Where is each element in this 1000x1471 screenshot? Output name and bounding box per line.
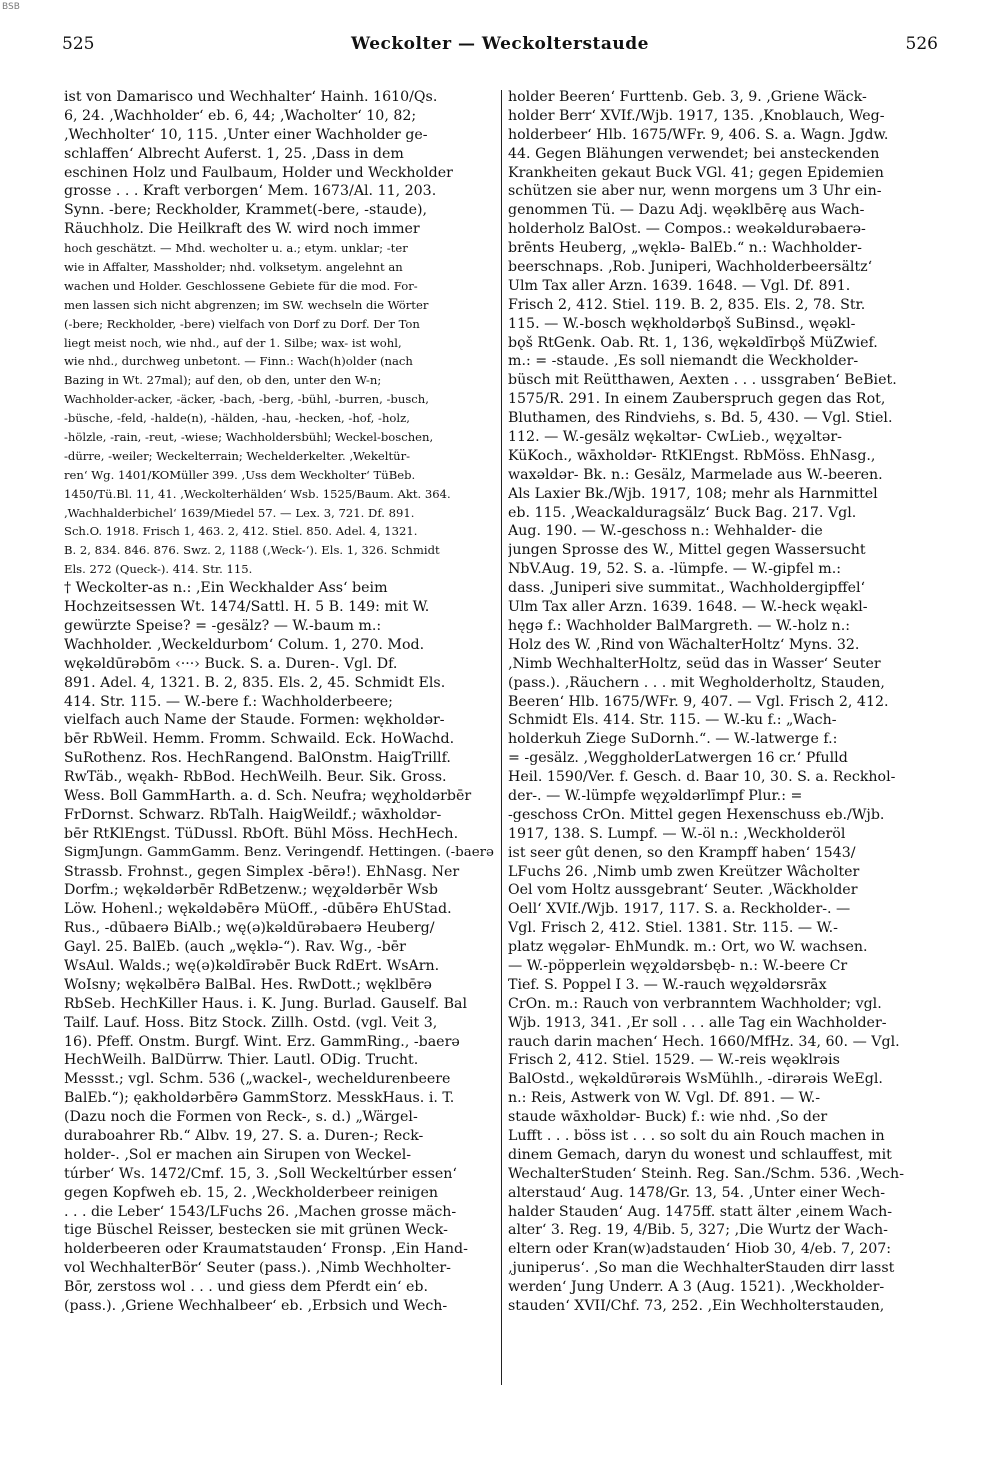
text-line: holderkuh Ziege SuDornh.“. — W.-latwerge f.: <box>508 731 838 748</box>
text-line: 112. — W.-gesälz wękəltər- CwLieb., węχəltər- <box>508 429 842 446</box>
text-line: 115. — W.-bosch wękholdərbǫš SuBinsd., węəkl- <box>508 315 856 332</box>
text-line: n.: Reis, Astwerk von W. Vgl. Df. 891. — W.- <box>508 1090 821 1107</box>
text-line: m.: = -staude. ‚Es soll niemandt die Weckholder- <box>508 353 859 370</box>
running-title: Weckolter — Weckolterstaude <box>351 34 649 54</box>
text-line: holderbeeren oder Kraumatstauden‘ Fronsp. ‚Ein Hand- <box>64 1241 468 1258</box>
text-line: eltern oder Kran(w)adstauden‘ Hiob 30, 4/eb. 7, 207: <box>508 1241 892 1258</box>
library-stamp: BSB <box>2 2 20 12</box>
text-line: wachen und Holder. Geschlossene Gebiete für die mod. For- <box>64 278 418 293</box>
text-line: tige Büschel Reisser, bestecken sie mit grünen Weck- <box>64 1222 448 1239</box>
text-line: schlaffen‘ Albrecht Auferst. 1, 25. ‚Dass in dem <box>64 145 404 162</box>
text-line: (pass.). ‚Räuchern . . . mit Wegholderholtz, Stauden, <box>508 674 885 691</box>
text-line: duraboahrer Rb.“ Albv. 19, 27. S. a. Duren-; Reck- <box>64 1127 424 1144</box>
text-line: alterstaud‘ Aug. 1478/Gr. 13, 54. ‚Unter einer Wech- <box>508 1184 886 1201</box>
text-line: wie nhd., durchweg unbetont. — Finn.: Wach(h)older (nach <box>64 354 413 369</box>
text-line: (-bere; Reckholder, -bere) vielfach von Dorf zu Dorf. Der Ton <box>64 316 420 331</box>
text-line: Dorfm.; wękəldərbēr RdBetzenw.; węχəldərbēr Wsb <box>64 882 438 899</box>
text-line: 1450/Tü.Bl. 11, 41. ‚Weckolterhälden‘ Wsb. 1525/Baum. Akt. 364. <box>64 486 451 501</box>
text-line: ist seer gût denen, so den Krampff haben‘ 1543/ <box>508 844 856 861</box>
text-line: Ulm Tax aller Arzn. 1639. 1648. — W.-heck węakl- <box>508 599 868 616</box>
text-line: dinem Gemach, daryn du wonest und schlauffest, mit <box>508 1146 892 1163</box>
text-line: 6, 24. ‚Wachholder‘ eb. 6, 44; ‚Wacholter‘ 10, 82; <box>64 107 417 124</box>
text-line: Strassb. Frohnst., gegen Simplex -bērə!). EhNasg. Ner <box>64 863 460 880</box>
text-line: WechalterStuden‘ Steinh. Reg. San./Schm. 536. ‚Wech- <box>508 1165 904 1182</box>
text-line: Aug. 190. — W.-geschoss n.: Wehhalder- die <box>508 523 823 540</box>
text-line: liegt meist noch, wie nhd., auf der 1. Silbe; wax- ist wohl, <box>64 335 402 350</box>
text-line: † Weckolter-as n.: ‚Ein Weckhalder Ass‘ beim <box>64 580 388 597</box>
text-line: Sch.O. 1918. Frisch 1, 463. 2, 412. Stiel. 850. Adel. 4, 1321. <box>64 524 418 539</box>
text-line: der-. — W.-lümpfe węχəldərlīmpf Plur.: = <box>508 787 803 804</box>
text-line: Frisch 2, 412. Stiel. 1529. — W.-reis węəklrəis <box>508 1052 840 1069</box>
text-line: Vgl. Frisch 2, 412. Stiel. 1381. Str. 115. — W.- <box>508 920 838 937</box>
text-line: bǫš RtGenk. Oab. Rt. 1, 136, wękəldīrbǫš MüZwief. <box>508 334 878 351</box>
text-line: 1917, 138. S. Lumpf. — W.-öl n.: ‚Weckholderöl <box>508 825 846 842</box>
text-line: 891. Adel. 4, 1321. B. 2, 835. Els. 2, 45. Schmidt Els. <box>64 674 446 691</box>
text-line: brēnts Heuberg, „węklə- BalEb.“ n.: Wachholder- <box>508 240 862 257</box>
left-column <box>64 88 496 1316</box>
text-line: werden‘ Jung Underr. A 3 (Aug. 1521). ‚Weckholder- <box>508 1279 885 1296</box>
text-line: ‚Wechholter‘ 10, 115. ‚Unter einer Wachholder ge- <box>64 126 428 143</box>
text-line: CrOn. m.: Rauch von verbranntem Wachholder; vgl. <box>508 995 882 1012</box>
text-line: ren‘ Wg. 1401/KOMüller 399. ‚Uss dem Weckholter‘ TüBeb. <box>64 467 416 482</box>
text-line: -geschoss CrOn. Mittel gegen Hexenschuss eb./Wjb. <box>508 806 885 823</box>
text-line: Beeren‘ Hlb. 1675/WFr. 9, 407. — Vgl. Frisch 2, 412. <box>508 693 889 710</box>
page-header <box>62 34 938 58</box>
text-line: platz węgələr- EhMundk. m.: Ort, wo W. wachsen. <box>508 939 868 956</box>
text-line: vielfach auch Name der Staude. Formen: wękholdər- <box>64 712 445 729</box>
text-line: 414. Str. 115. — W.-bere f.: Wachholderbeere; <box>64 693 393 710</box>
text-line: -dürre, -weiler; Weckelterrain; Wechelderkelter. ‚Wekeltür- <box>64 448 411 463</box>
text-line: -büsche, -feld, -halde(n), -hälden, -hau, -hecken, -hof, -holz, <box>64 411 410 426</box>
text-line: holderholz BalOst. — Compos.: weəkəldurəbaerə- <box>508 221 866 238</box>
text-line: jungen Sprosse des W., Mittel gegen Wassersucht <box>508 542 866 559</box>
text-line: hoch geschätzt. — Mhd. wecholter u. a.; etym. unklar; -ter <box>64 241 408 256</box>
text-line: vol WechhalterBör‘ Seuter (pass.). ‚Nimb Wechholter- <box>64 1260 451 1277</box>
text-line: Oell‘ XVIf./Wjb. 1917, 117. S. a. Reckholder-. — <box>508 901 851 918</box>
text-line: SuRothenz. Ros. HechRangend. BalOnstm. HaigTrillf. <box>64 750 451 767</box>
text-line: Bazing in Wt. 27mal); auf den, ob den, unter den W-n; <box>64 373 382 388</box>
text-line: WsAul. Walds.; wę(ə)kəldīrəbēr Buck RdErt. WsArn. <box>64 957 440 974</box>
text-line: FrDornst. Schwarz. RbTalh. HaigWeildf.; wāxholdər- <box>64 806 442 823</box>
text-line: B. 2, 834. 846. 876. Swz. 2, 1188 (‚Weck-‘). Els. 1, 326. Schmidt <box>64 543 440 558</box>
text-line: Löw. Hohenl.; wękəldəbērə MüOff., -dūbērə EhUStad. <box>64 901 452 918</box>
text-line: (pass.). ‚Griene Wechhalbeer‘ eb. ‚Erbsich und Wech- <box>64 1298 448 1314</box>
text-line: Wachholder. ‚Weckeldurbom‘ Colum. 1, 270. Mod. <box>64 636 425 653</box>
text-line: Hochzeitsessen Wt. 1474/Sattl. H. 5 B. 149: mit W. <box>64 599 430 616</box>
text-line: wękəldūrəbōm ‹···› Buck. S. a. Duren-. Vgl. Df. <box>64 655 398 672</box>
text-line: holder-. ‚Sol er machen ain Sirupen von Weckel- <box>64 1146 412 1163</box>
page-number-left: 525 <box>62 34 95 54</box>
text-line: = -gesälz. ‚WeggholderLatwergen 16 cr.‘ Pfulld <box>508 750 848 767</box>
text-line: staude wāxholdər- Buck) f.: wie nhd. ‚So der <box>508 1109 828 1126</box>
text-line: eschinen Holz und Faulbaum, Holder und Weckholder <box>64 164 453 181</box>
text-line: BalEb.“); ęakholdərbērə GammStorz. MesskHaus. i. T. <box>64 1090 455 1107</box>
text-line: Lufft . . . böss ist . . . so solt du ain Rouch machen in <box>508 1127 885 1144</box>
text-line: RbSeb. HechKiller Haus. i. K. Jung. Burlad. Gauself. Bal <box>64 995 468 1012</box>
text-line: Wjb. 1913, 341. ‚Er soll . . . alle Tag ein Wachholder- <box>508 1014 887 1031</box>
text-line: LFuchs 26. ‚Nimb umb zwen Kreützer Wâcholter <box>508 863 860 880</box>
text-line: stauden‘ XVII/Chf. 73, 252. ‚Ein Wechholterstauden, <box>508 1298 885 1314</box>
text-line: dass. ‚Juniperi sive summitat., Wachholdergipffel‘ <box>508 580 866 597</box>
text-line: halder Stauden‘ Aug. 1475ff. statt älter ‚einem Wach- <box>508 1203 893 1220</box>
text-line: gegen Kopfweh eb. 15, 2. ‚Weckholderbeer reinigen <box>64 1184 439 1201</box>
text-line: Bōr, zerstoss wol . . . und giess dem Pferdt ein‘ eb. <box>64 1279 428 1296</box>
page-number-right: 526 <box>905 34 938 54</box>
text-line: Wachholder-acker, -äcker, -bach, -berg, -bühl, -burren, -busch, <box>64 392 429 407</box>
text-line: holder Berr‘ XVIf./Wjb. 1917, 135. ‚Knoblauch, Weg- <box>508 107 885 124</box>
text-line: Rus., -dūbaerə BiAlb.; wę(ə)kəldūrəbaerə Heuberg/ <box>64 920 435 937</box>
text-line: alter‘ 3. Reg. 19, 4/Bib. 5, 327; ‚Die Wurtz der Wach- <box>508 1222 888 1239</box>
text-line: Els. 272 (Queck-). 414. Str. 115. <box>64 562 253 577</box>
text-line: Bluthamen, des Rindviehs, s. Bd. 5, 430. — Vgl. Stiel. <box>508 410 893 427</box>
text-line: schützen sie aber nur, wenn morgens um 3 Uhr ein- <box>508 183 882 200</box>
text-line: Gayl. 25. BalEb. (auch „węklə-“). Rav. Wg., -bēr <box>64 939 406 956</box>
text-line: Tief. S. Poppel I 3. — W.-rauch węχəldərsrāx <box>508 976 827 993</box>
text-line: Räuchholz. Die Heilkraft des W. wird noch immer <box>64 221 420 238</box>
text-line: (Dazu noch die Formen von Reck-, s. d.) „Wärgel- <box>64 1109 418 1126</box>
text-line: ‚Nimb WechhalterHoltz, seüd das in Wasser‘ Seuter <box>508 655 881 672</box>
text-line: men lassen sich nicht abgrenzen; im SW. wechseln die Wörter <box>64 297 429 312</box>
text-line: Schmidt Els. 414. Str. 115. — W.-ku f.: „Wach- <box>508 712 837 729</box>
text-line: ist von Damarisco und Wechhalter‘ Hainh. 1610/Qs. <box>64 89 438 105</box>
text-line: Holz des W. ‚Rind von WächalterHoltz‘ Myns. 32. <box>508 636 860 653</box>
text-line: Synn. -bere; Reckholder, Krammet(-bere, -staude), <box>64 202 428 219</box>
text-line: HechWeilh. BalDürrw. Thier. Lautl. ODig. Trucht. <box>64 1052 419 1069</box>
text-line: gewürzte Speise? = -gesälz? — W.-baum m.: <box>64 617 382 634</box>
text-line: beerschnaps. ‚Rob. Juniperi, Wachholderbeersältz‘ <box>508 259 873 276</box>
text-line: bēr RbWeil. Hemm. Fromm. Schwaild. Eck. HoWachd. <box>64 731 455 748</box>
text-line: WoIsny; wękəlbērə BalBal. Hes. RwDott.; węklbērə <box>64 976 432 993</box>
text-line: -hölzle, -rain, -reut, -wiese; Wachholdersbühl; Weckel-boschen, <box>64 430 434 445</box>
text-line: holder Beeren‘ Furttenb. Geb. 3, 9. ‚Griene Wäck- <box>508 89 867 105</box>
text-line: RwTäb., węakh- RbBod. HechWeilh. Beur. Sik. Gross. <box>64 769 447 786</box>
text-line: — W.-pöpperlein węχəldərsbęb- n.: W.-beere Cr <box>508 957 848 974</box>
text-line: 44. Gegen Blähungen verwendet; bei ansteckenden <box>508 145 880 162</box>
text-line: Krankheiten gekaut Buck VGl. 41; gegen Epidemien <box>508 164 884 181</box>
column-divider <box>501 90 502 1385</box>
text-line: eb. 115. ‚Weackalduragsälz‘ Buck Bag. 217. Vgl. <box>508 504 857 521</box>
right-column <box>508 88 940 1316</box>
text-line: Messst.; vgl. Schm. 536 („wackel-, wecheldurenbeere <box>64 1071 451 1088</box>
text-line: túrber‘ Ws. 1472/Cmf. 15, 3. ‚Soll Weckeltúrber essen‘ <box>64 1165 457 1182</box>
text-line: KüKoch., wāxholdər- RtKlEngst. RbMöss. EhNasg., <box>508 447 876 464</box>
text-line: NbV.Aug. 19, 52. S. a. -lümpfe. — W.-gipfel m.: <box>508 561 842 578</box>
text-line: 1575/R. 291. In einem Zauberspruch gegen das Rot, <box>508 391 886 408</box>
text-line: ‚juniperus‘. ‚So man die WechhalterStauden dirr lasst <box>508 1260 895 1277</box>
text-line: genommen Tü. — Dazu Adj. węəklbērę aus Wach- <box>508 202 865 219</box>
text-line: grosse . . . Kraft verborgen‘ Mem. 1673/Al. 11, 203. <box>64 183 437 200</box>
text-line: Heil. 1590/Ver. f. Gesch. d. Baar 10, 30. S. a. Reckhol- <box>508 769 896 786</box>
text-line: Als Laxier Bk./Wjb. 1917, 108; mehr als Harnmittel <box>508 485 878 502</box>
text-line: hęgə f.: Wachholder BalMargreth. — W.-holz n.: <box>508 617 850 634</box>
text-line: waxəldər- Bk. n.: Gesälz, Marmelade aus W.-beeren. <box>508 466 883 483</box>
text-line: Ulm Tax aller Arzn. 1639. 1648. — Vgl. Df. 891. <box>508 277 851 294</box>
text-line: SigmJungn. GammGamm. Benz. Veringendf. Hettingen. (-baerə <box>64 844 494 860</box>
text-line: bēr RtKlEngst. TüDussl. RbOft. Bühl Möss. HechHech. <box>64 825 459 842</box>
text-line: rauch darin machen‘ Hech. 1660/MfHz. 34, 60. — Vgl. <box>508 1033 900 1050</box>
text-line: Frisch 2, 412. Stiel. 119. B. 2, 835. Els. 2, 78. Str. <box>508 296 866 313</box>
text-line: Wess. Boll GammHarth. a. d. Sch. Neufra; węχholdərbēr <box>64 787 472 804</box>
text-line: 16). Pfeff. Onstm. Burgf. Wint. Erz. GammRing., -baerə <box>64 1033 460 1050</box>
text-line: ‚Wachhalderbichel‘ 1639/Miedel 57. — Lex. 3, 721. Df. 891. <box>64 505 415 520</box>
text-line: Tailf. Lauf. Hoss. Bitz Stock. Zillh. Ostd. (vgl. Veit 3, <box>64 1014 438 1031</box>
text-line: Oel vom Holtz aussgebrant‘ Seuter. ‚Wäckholder <box>508 882 858 899</box>
text-line: holderbeer‘ Hlb. 1675/WFr. 9, 406. S. a. Wagn. Jgdw. <box>508 126 889 143</box>
text-line: büsch mit Reütthawen, Aexten . . . ussgraben‘ BeBiet. <box>508 372 897 389</box>
text-line: . . . die Leber‘ 1543/LFuchs 26. ‚Machen grosse mäch- <box>64 1203 457 1220</box>
text-line: wie in Affalter, Massholder; nhd. volksetym. angelehnt an <box>64 260 403 275</box>
text-line: BalOstd., wękəldūrərəis WsMühlh., -dirərəis WeEgl. <box>508 1071 883 1088</box>
